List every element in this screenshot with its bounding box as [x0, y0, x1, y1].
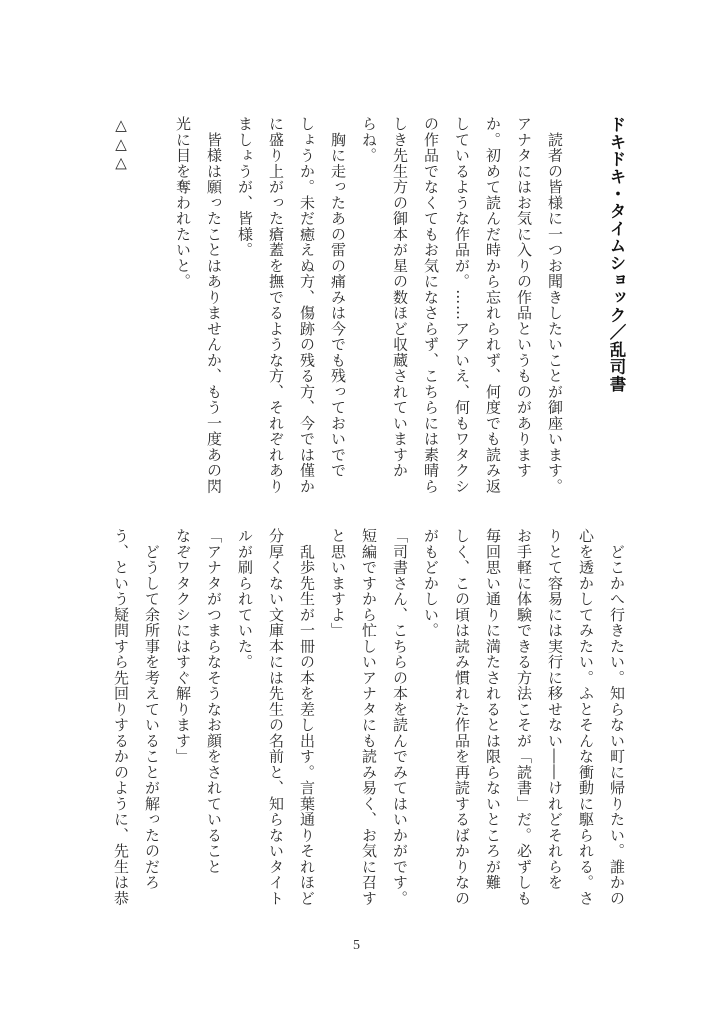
text-line: 光に目を奪われたいと。 — [174, 116, 192, 290]
text-line: 皆様は願ったことはありませんか、もう一度あの閃 — [205, 116, 223, 494]
text-line: なぞワタクシにはすぐ解ります」 — [174, 528, 192, 765]
text-line: らね。 — [360, 116, 378, 164]
text-line: 胸に走ったあの雷の痛みは今でも残っておいでで — [329, 116, 347, 479]
text-line: ましょうが、皆様。 — [236, 116, 254, 258]
text-line — [570, 116, 601, 496]
text-line: りとて容易には実行に移せない――けれどそれらを — [546, 528, 564, 891]
text-line: しょうか。未だ癒えぬ方、傷跡の残る方、今では僅か — [298, 116, 316, 494]
text-line: どこかへ行きたい。知らない町に帰りたい。誰かの — [608, 528, 626, 906]
text-line: と思いますよ」 — [329, 528, 347, 639]
text-line: 「司書さん、こちらの本を読んでみてはいかがです。 — [391, 528, 409, 906]
text-line: 毎回思い通りに満たされるとは限らないところが難 — [484, 528, 502, 891]
text-line: 「アナタがつまらなそうなお顔をされていること — [205, 528, 223, 875]
text-line: しく、この頃は読み慣れた作品を再読するばかりなの — [453, 528, 471, 906]
text-line: 乱歩先生が一冊の本を差し出す。言葉通りそれほど — [298, 528, 316, 906]
story-title: ドキドキ・タイムショック／乱司書 — [607, 116, 626, 393]
upper-text-block — [105, 116, 632, 496]
text-line: 読者の皆様に一つお聞きしたいことが御座います。 — [546, 116, 564, 494]
text-line: か。初めて読んだ時から忘れられず、何度でも読み返 — [484, 116, 502, 494]
text-line — [136, 116, 167, 496]
text-line: がもどかしい。 — [422, 528, 440, 639]
text-line: う、という疑問すら先回りするかのように、先生は恭 — [112, 528, 130, 906]
text-line: お手軽に体験できる方法こそが「読書」だ。必ずしも — [515, 528, 533, 906]
text-line: に盛り上がった瘡蓋を撫でるような方、それぞれあり — [267, 116, 285, 494]
text-line: 心を透かしてみたい。ふとそんな衝動に駆られる。さ — [577, 528, 595, 906]
text-line: 短編ですから忙しいアナタにも読み易く、お気に召す — [360, 528, 378, 906]
text-line: の作品でなくてもお気になさらず、こちらには素晴ら — [422, 116, 440, 494]
text-line: △△△ — [112, 116, 130, 173]
text-line: どうして余所事を考えていることが解ったのだろ — [143, 528, 161, 891]
text-line: しているような作品が。……アアいえ、何もワタクシ — [453, 116, 471, 494]
text-line: 分厚くない文庫本には先生の名前と、知らないタイト — [267, 528, 285, 906]
text-line: しき先生方の御本が星の数ほど収蔵されていますか — [391, 116, 409, 479]
page-number: 5 — [353, 938, 360, 953]
text-line: アナタにはお気に入りの作品というものがあります — [515, 116, 533, 479]
text-line: ルが刷られていた。 — [236, 528, 254, 670]
lower-text-block — [105, 528, 632, 908]
